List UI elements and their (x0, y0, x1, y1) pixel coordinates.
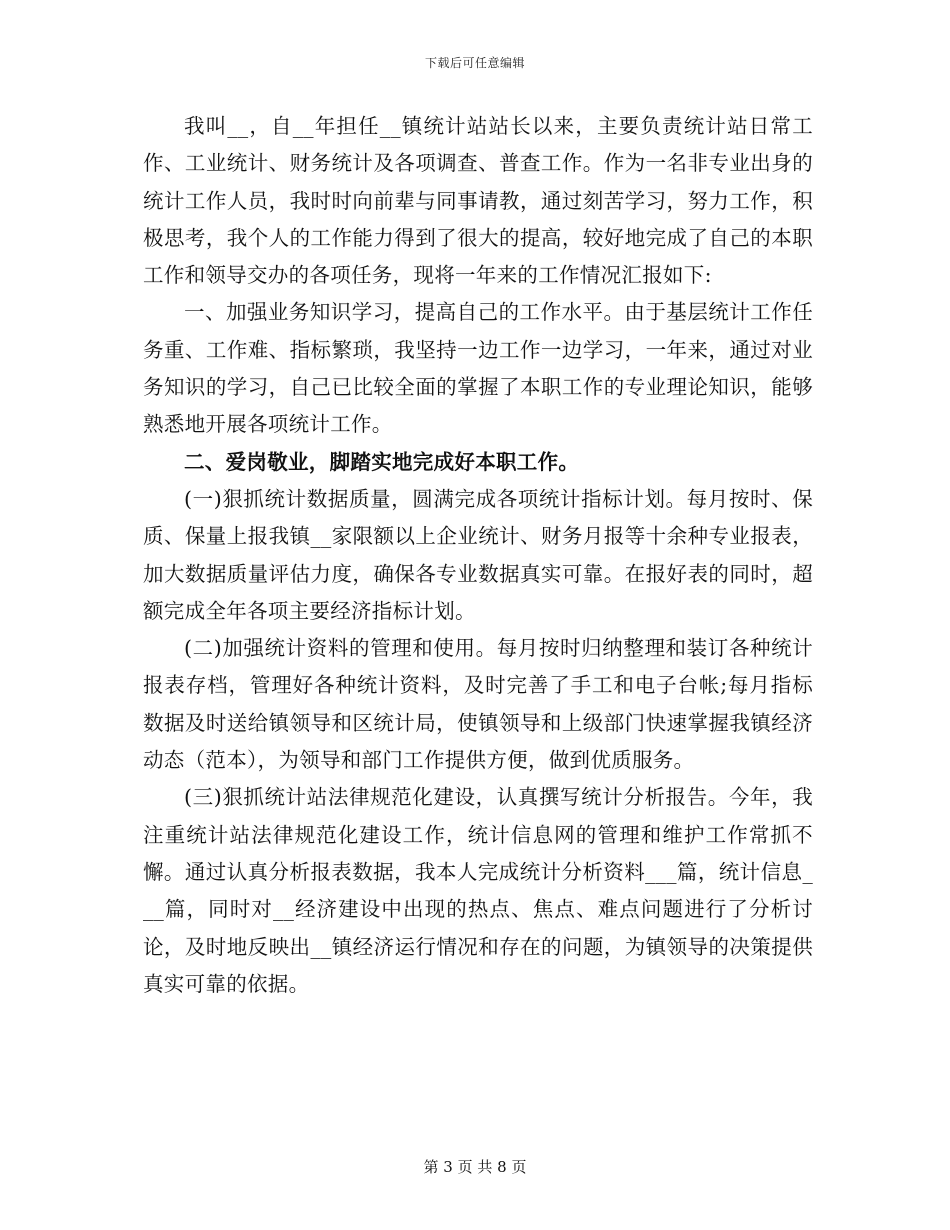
section-two-heading: 二、爱岗敬业，脚踏实地完成好本职工作。 (184, 449, 580, 474)
section-one-paragraph: 一、加强业务知识学习，提高自己的工作水平。由于基层统计工作任务重、工作难、指标繁琐，我坚持一边工作一边学习，一年来，通过对业务知识的学习，自己已比较全面的掌握了本职工作的专业理论知识，能够熟悉地开展各项统计工作。 (143, 300, 813, 437)
intro-paragraph: 我叫__，自__年担任__镇统计站站长以来，主要负责统计站日常工作、工业统计、财务统计及各项调查、普查工作。作为一名非专业出身的统计工作人员，我时时向前辈与同事请教，通过刻苦学习，努力工作，积极思考，我个人的工作能力得到了很大的提高，较好地完成了自己的本职工作和领导交办的各项任务，现将一年来的工作情况汇报如下: (143, 114, 813, 288)
subsection-two-paragraph: (二)加强统计资料的管理和使用。每月按时归纳整理和装订各种统计报表存档，管理好各种统计资料，及时完善了手工和电子台帐;每月指标数据及时送给镇领导和区统计局，使镇领导和上级部门快速掌握我镇经济动态（范本），为领导和部门工作提供方便，做到优质服务。 (143, 636, 813, 773)
subsection-one-paragraph: (一)狠抓统计数据质量，圆满完成各项统计指标计划。每月按时、保质、保量上报我镇__家限额以上企业统计、财务月报等十余种专业报表，加大数据质量评估力度，确保各专业数据真实可靠。在报好表的同时，超额完成全年各项主要经济指标计划。 (143, 486, 813, 623)
subsection-three-paragraph: (三)狠抓统计站法律规范化建设，认真撰写统计分析报告。今年，我注重统计站法律规范化建设工作，统计信息网的管理和维护工作常抓不懈。通过认真分析报表数据，我本人完成统计分析资料___篇，统计信息___篇，同时对__经济建设中出现的热点、焦点、难点问题进行了分析讨论，及时地反映出__镇经济运行情况和存在的问题，为镇领导的决策提供真实可靠的依据。 (143, 785, 813, 996)
page-header: 下载后可任意编辑 (424, 56, 525, 70)
document-body (143, 108, 813, 1003)
page-footer: 第 3 页 共 8 页 (423, 1158, 527, 1176)
